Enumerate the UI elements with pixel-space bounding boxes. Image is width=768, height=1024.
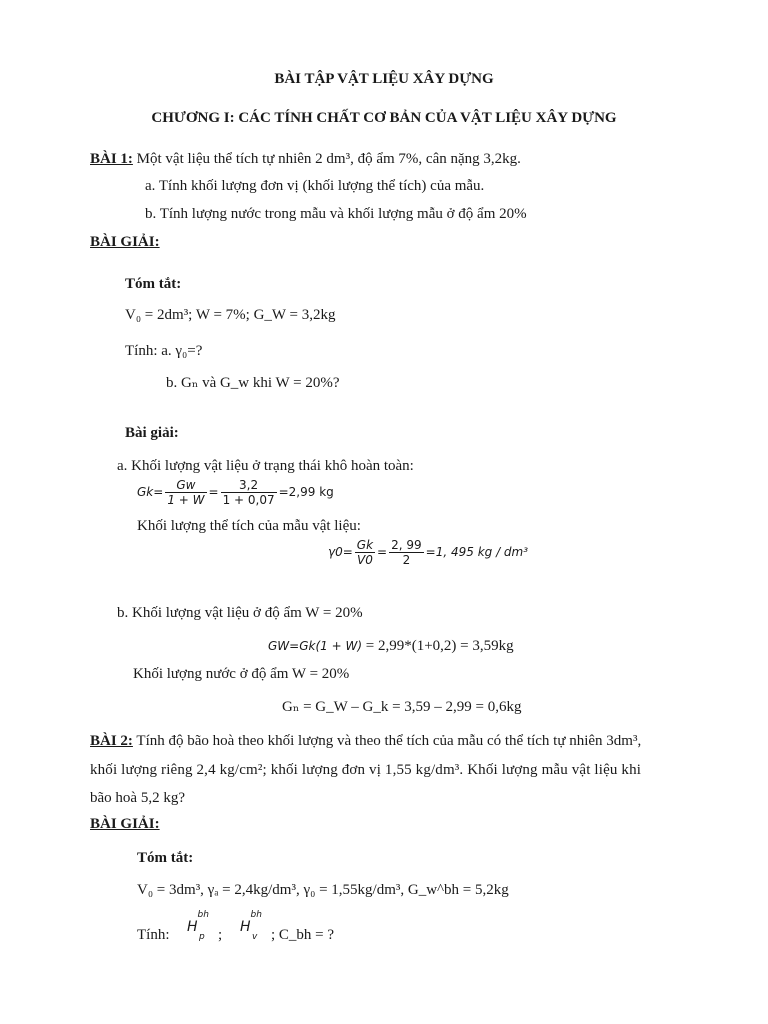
gk-fraction-1: $\frac{Gw}{1 + W}$ — [167, 478, 205, 507]
solution-subheading-1: Bài giải: — [125, 425, 179, 441]
find-2-label: Tính: — [137, 927, 170, 943]
hv-symbol: $H^{bh}_v$ — [240, 910, 262, 942]
gw-eq-rhs: = 2,99*(1+0,2) = 3,59kg — [362, 638, 514, 654]
exercise-1-part-a: a. Tính khối lượng đơn vị (khối lượng thể tích) của mẫu. — [145, 178, 485, 194]
gk-fraction-2: $\frac{3,2}{1 + 0,07}$ — [222, 478, 275, 507]
solution-heading-1: BÀI GIẢI: — [90, 234, 160, 250]
gk-formula: Gk= $\frac{Gw}{1 + W}$ = $\frac{3,2}{1 + 0,07}$ =2,99 kg — [137, 478, 334, 507]
gamma0-formula: γ0= $\frac{Gk}{V0}$ = $\frac{2, 99}{2}$ =1, 495 kg / dm³ — [328, 538, 529, 567]
chapter-heading: CHƯƠNG I: CÁC TÍNH CHẤT CƠ BẢN CỦA VẬT LIỆU XÂY DỰNG — [151, 110, 617, 126]
part-a-text: a. Khối lượng vật liệu ở trạng thái khô hoàn toàn: — [117, 458, 414, 474]
gw-equation — [268, 637, 514, 655]
exercise-2 — [90, 732, 641, 750]
exercise-1-text: Một vật liệu thể tích tự nhiên 2 dm³, độ ẩm 7%, cân nặng 3,2kg. — [132, 151, 521, 167]
cbh-text: ; C_bh = ? — [271, 927, 335, 943]
exercise-1-part-b: b. Tính lượng nước trong mẫu và khối lượng mẫu ở độ ẩm 20% — [145, 206, 527, 222]
given-values-1: V₀ = 2dm³; W = 7%; G_W = 3,2kg — [125, 307, 336, 323]
volume-text: Khối lượng thể tích của mẫu vật liệu: — [137, 518, 361, 534]
summary-heading-2: Tóm tắt: — [137, 850, 194, 866]
given-values-2: V₀ = 3dm³, γₐ = 2,4kg/dm³, γ₀ = 1,55kg/dm³, G_w^bh = 5,2kg — [137, 882, 509, 898]
document-title: BÀI TẬP VẬT LIỆU XÂY DỰNG — [274, 71, 494, 87]
exercise-1-label: BÀI 1: — [90, 151, 133, 167]
solution-heading-2: BÀI GIẢI: — [90, 816, 160, 832]
exercise-2-line-1: Tính độ bão hoà theo khối lượng và theo thể tích của mẫu có thể tích tự nhiên 3dm³, — [132, 733, 642, 749]
exercise-2-line-3: bão hoà 5,2 kg? — [90, 790, 185, 806]
gw-eq-lhs: GW=Gk(1 + W) — [268, 639, 363, 653]
exercise-2-label: BÀI 2: — [90, 733, 133, 749]
gamma0-result: =1, 495 kg / dm³ — [425, 544, 529, 559]
hp-symbol: $H^{bh}_p$ — [187, 910, 209, 942]
water-text: Khối lượng nước ở độ ẩm W = 20% — [133, 666, 350, 682]
find-2 — [137, 926, 170, 944]
exercise-1 — [90, 150, 521, 168]
find-a-1: Tính: a. γ₀=? — [125, 343, 203, 359]
separator-1: ; — [218, 927, 223, 943]
part-b-text: b. Khối lượng vật liệu ở độ ẩm W = 20% — [117, 605, 363, 621]
exercise-2-line-2: khối lượng riêng 2,4 kg/cm²; khối lượng đơn vị 1,55 kg/dm³. Khối lượng mẫu vật liệu khi — [90, 762, 642, 778]
gk-result: =2,99 kg — [278, 484, 334, 499]
gamma0-fraction-2: $\frac{2, 99}{2}$ — [391, 538, 422, 567]
find-b-1: b. Gₙ và G_w khi W = 20%? — [166, 375, 340, 391]
gk-lhs: Gk= — [137, 484, 164, 499]
gamma0-fraction-1: $\frac{Gk}{V0}$ — [356, 538, 374, 567]
gn-equation: Gₙ = G_W – G_k = 3,59 – 2,99 = 0,6kg — [282, 699, 522, 715]
gamma0-lhs: γ0= — [328, 544, 353, 559]
summary-heading-1: Tóm tắt: — [125, 276, 182, 292]
